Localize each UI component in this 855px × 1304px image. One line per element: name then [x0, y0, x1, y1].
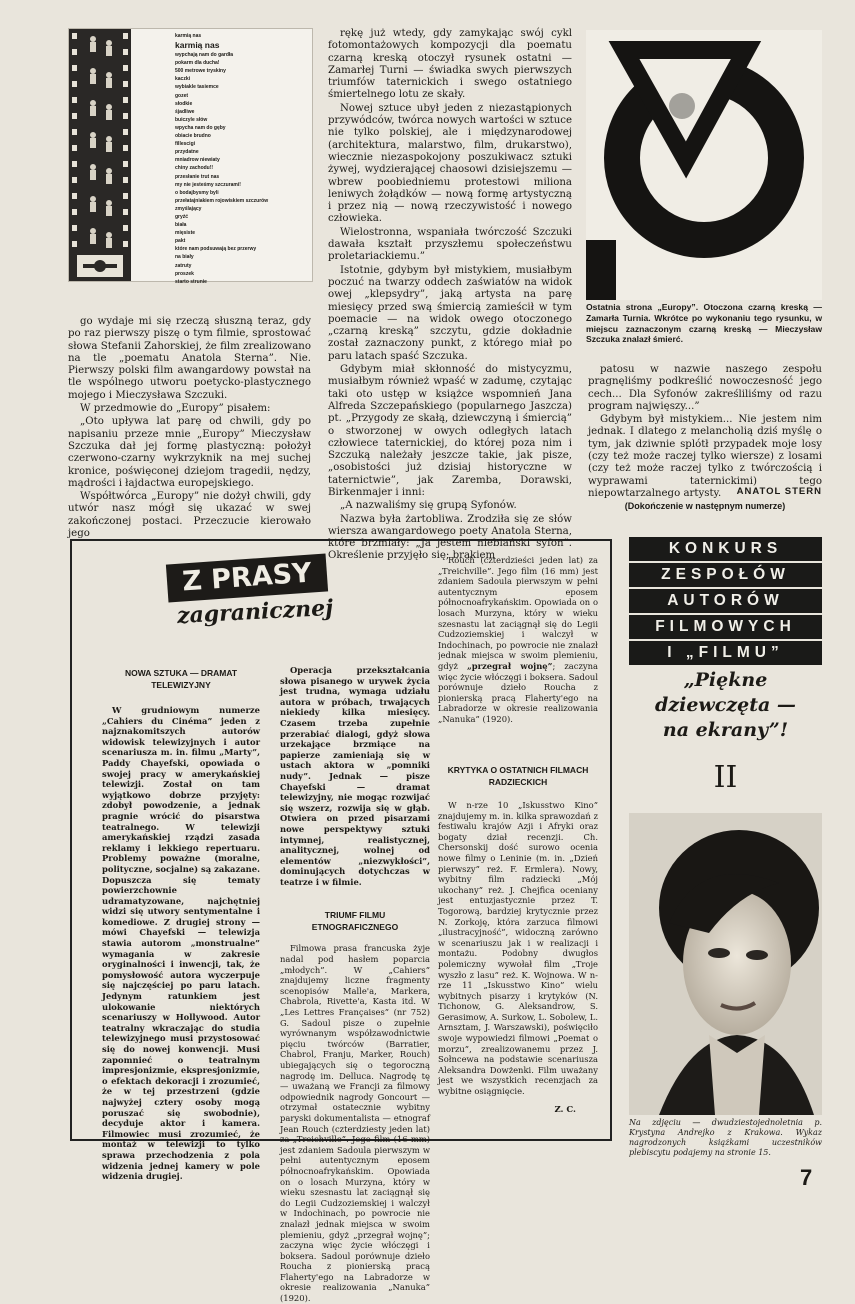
poem-image: [68, 28, 313, 285]
poem-line: na biały: [175, 254, 194, 261]
poem-line: pokarm dla ducha!: [175, 60, 220, 67]
poem-line: wpycha nam do gęby: [175, 124, 226, 131]
europa-last-page-image: [586, 30, 822, 300]
poem-line: wybiakle tasiemce: [175, 84, 219, 91]
portrait-woman: [629, 813, 822, 1115]
article-column-2: [328, 28, 572, 564]
poem-line: o bodajbysmy byli: [175, 189, 219, 196]
contest-title-line-2: dziewczęta —: [655, 694, 796, 716]
contest-line-3: AUTORÓW: [629, 589, 822, 613]
poem-line: proszek: [175, 270, 194, 277]
col1-paragraph: Współtwórca „Europy” nie dożył chwili, gdy utwór nasz mógł się ukazać w swej zakończonej postaci. Przeczucie kierowało jego: [68, 491, 311, 540]
contest-part-number: II: [713, 760, 738, 795]
poem-line: fillescigi: [175, 141, 196, 148]
continued-note: (Dokończenie w następnym numerze): [624, 501, 786, 511]
col2-paragraph: „A nazwaliśmy się grupą Syfonów.: [340, 500, 517, 512]
contest-title: [629, 668, 822, 743]
image-caption: Ostatnia strona „Europy”. Otoczona czarną kreską — Zamarła Turnia. Wkrótce po wykonaniu tego rysunku, w miejscu zaznaczonym czarną kreską — Mieczysław Szczuka znalazł śmierć.: [586, 302, 822, 345]
press-col-3: [438, 555, 598, 1115]
press-col-1: [102, 667, 260, 1182]
poem-text: [175, 32, 311, 286]
film-strip-figures: [69, 29, 131, 281]
section3-text: W n-rze 10 „Iskusstwo Kino” znajdujemy m. in. kilka sprawozdań z festiwalu krajów Azji i Afryki oraz bogaty dział recenzji. Ch. Chersonskij dość surowo ocenia nowe filmy o Leninie (m. in. „Dzień pierwszy” reż. F. Ermlera). Nowy, wybitny film radziecki „Mój ukochany” reż. J. Chejfica oceniany jest entuzjastycznie przez T. Togorową, bardziej krytycznie przez N. Zorkoję, która zarzuca filmowi „ilustracyjność”, widoczną zarówno w scenariuszu jak i w realizacji i montażu. Podobny dwugłos polemiczny wywołał film „Troje wyszło z lasu” reż. K. Wojnowa. W n-rze 11 „Iskusstwo Kino” wielu wybitnych pisarzy i krytyków (N. Tichonow, G. Aleksandrow, S. Gerasimow, A. Surkow, L. Sobolew, L. Arnsztam, J. Warszawski), poświęciło swoje wypowiedzi filmowi „Poemat o morzu”, zrealizowanemu przez J. Sołncewa na podstawie scenariusza Aleksandra Dowżenki. Film uważany jest we wszystkich recenzjach za wybitne osiągnięcie.: [438, 800, 598, 1097]
contest-line-5: I „FILMU”: [629, 641, 822, 665]
logo-bottom-text: zagranicznej: [176, 594, 334, 630]
poem-line: mniadrow niewiaty: [175, 157, 220, 164]
col2-paragraph: Istotnie, gdybym był mistykiem, musiałbym poczuć na twarzy oddech zaświatów na widok owej „klepsydry”, jaką artysta na parę miesięcy przed swą śmiercią zamieścił w tym poemacie — na widok owego otoczonego „czarną kreską” szczytu, gdzie dokładnie został zaznaczony punkt, z którego miał po paru latach spaść Szczuka.: [328, 264, 572, 362]
poem-line: obiacie brudno: [175, 133, 211, 140]
section1-title: NOWA SZTUKA — DRAMAT TELEWIZYJNY: [124, 668, 238, 690]
poem-line: zatruty: [175, 262, 192, 269]
poem-line: przełatajniakiem rojowiskiem szczurów: [175, 197, 269, 204]
author-signature: ANATOL STERN: [736, 486, 822, 497]
article-column-1: [68, 316, 311, 541]
poem-line: wypchają nam do gardła: [175, 52, 234, 59]
poem-line: które nam podsuwają bez przerwy: [175, 246, 257, 253]
poem-line: biała: [175, 222, 187, 229]
triangle-circle-graphic: [586, 30, 822, 300]
poem-line: chiny zachodu!!: [175, 165, 214, 172]
article-column-3: [588, 364, 822, 501]
contest-title-line-1: „Piękne: [683, 669, 768, 691]
contest-line-4: FILMOWYCH: [629, 615, 822, 639]
section3-title: KRYTYKA O OSTATNICH FILMACH RADZIECKICH: [447, 765, 589, 787]
section1-text: W grudniowym numerze „Cahiers du Cinéma” jeden z najznakomitszych autorów widowisk telewizyjnych i autor scenariusza m. in. filmu „Marty”, Paddy Chayefski, opowiada o swojej pracy w amerykańskiej telewizji. Został on tam wyjątkowo dobrze przyjęty: zdobył powodzenie, a jednak pragnie wrócić do pisarstwa teatralnego. W telewizji amerykańskiej rządzi zasada reklamy i lekkiego repertuaru. Problemy poważne (moralne, polityczne, socjalne) są zakazane. Dopuszcza się tematy powierzchownie udramatyzowane, najchętniej widzi się utwory sentymentalne i komediowe. Z drugiej strony — mówi Chayefski — telewizja stawia autorom „monstrualne” wymagania w zakresie oryginalności i inwencji, tak, że pomysłowość autora wyczerpuje się najczęściej po paru latach. Jedynym ratunkiem jest ulokowanie niektórych scenariuszy w Hollywood. Autor teatralny wkraczając do studia telewizyjnego musi przystosować się do nowej konwencji. Musi zapomnieć o teatralnym impresjonizmie, ekspresjonizmie, o efektach dekoracji i zrozumieć, że w tej przestrzeni (gdzie najwyżej cztery osoby mogą poruszać się swobodnie), decyduje aktor i kamera. Filmowiec musi zrozumieć, że montaż w telewizji to tylko sprawa przechodzenia z pola widzenia jednej kamery w pole widzenia drugiej.: [102, 705, 260, 1182]
poem-line: przydatne: [175, 149, 199, 156]
col2-paragraph: rękę już wtedy, gdy zamykając swój cykl fotomontażowych kompozycji dla poematu czarną kreską otoczył rysunek ostatni — Zamarłej Turni — świadka swych pierwszych triumfów taternickich i swego ostatniego śmiertelnego lotu ze skały.: [328, 28, 572, 101]
section2-title: TRIUMF FILMU ETNOGRAFICZNEGO: [311, 910, 399, 933]
press-signature: Z. C.: [554, 1104, 576, 1115]
poem-line: zmyślający: [175, 205, 202, 212]
col2-paragraph: Nazwa była żartobliwa. Zrodziła się ze słów wiersza awangardowego poety Anatola Sterna, które brzmiały: „Ja jestem niebiański syfon”. Określenie przyjęło się; brakiem: [328, 513, 572, 562]
col1-paragraph: go wydaje mi się rzeczą słuszną teraz, gdy po raz pierwszy piszę o tym filmie, sprostować słowa Stefanii Zahorskiej, że film zrealizowano na tle „poematu Anatola Sterna”. Nie. Pierwszy polski film awangardowy powstał na tle wspólnego utworu poetycko-plastycznego mojego i Mieczysława Szczuki.: [68, 316, 311, 401]
col1-paragraph: „Oto upływa lat parę od chwili, gdy po napisaniu przeze mnie „Europy” Mieczysław Szczuka dał jej formę plastyczną: położył czerwono-czarny wykrzyknik na mej suchej kronice, poświęconej dziejom tragedii, nędzy, mądrości i łajdactwa europejskiego.: [68, 416, 311, 489]
poem-line: przesłanie trut nas: [175, 173, 220, 180]
contest-banner: [629, 537, 822, 665]
page-number: 7: [800, 1165, 813, 1190]
col1-paragraph: W przedmowie do „Europy” pisałem:: [80, 403, 271, 415]
press-review-box: [70, 539, 612, 1304]
poem-line: karmią nas: [175, 40, 220, 51]
poem-line: słodkie: [175, 100, 193, 107]
poem-line: 500 metrowe tryskiny: [175, 68, 226, 75]
poem-line: my nie jesteśmy szczurami!: [175, 181, 241, 188]
poem-line: gryźć: [175, 213, 189, 220]
contest-title-line-3: na ekrany”!: [662, 719, 789, 741]
poem-line: mięsiste: [175, 230, 196, 237]
portrait-photo: [629, 813, 822, 1115]
section1-continued: Operacja przekształcania słowa pisanego w urywek życia jest trudna, wymaga udziału autora w próbach, trwających niekiedy kilka miesięcy. Czasem trzeba zupełnie przerabiać dialogi, gdyż słowa urzekające brzmiące na papierze zamieniają się w ustach aktora w „pomniki nudy”. Jednak — pisze Chayefski — dramat telewizyjny, nie mogąc rozwijać się wszerz, rozwija się w głąb. Otwiera on przed pisarzami nowe perspektywy sztuki intymnej, realistycznej, analitycznej, wolnej od elementów „niezwykłości”, dominujących dotychczas w teatrze i w filmie.: [280, 665, 430, 887]
poem-line: śjadliwe: [175, 108, 195, 115]
section2-text-end: Rouch (czterdzieści jeden lat) za „Treichville”. Jego film (16 mm) jest zdaniem Sadoula pierwszym w pełni autentycznym eposem północnoafrykańskim. Opowiada on o losach Murzyna, który w wieku szesnastu lat zaciągnął się do Legii Cudzoziemskiej i walczył w Indochinach, po powrocie nie znalazł jednak miejsca w swoim plemieniu, gdyż „przegrał wojnę”; zaczyna więc życie włóczęgi i boksera. Sadoul porównuje dzieło Roucha z pionierską pracą Flaherty'ego na Labradorze w okresie realizowania „Nanuka” (1920).: [438, 555, 598, 724]
poem-line: kaczki: [175, 76, 191, 83]
portrait-caption: Na zdjęciu — dwudziestojednoletnia p. Krystyna Andrejko z Krakowa. Wykaz nagrodzonych książkami uczestników plebiscytu podajemy na stronie 15.: [629, 1118, 822, 1157]
col2-paragraph: Nowej sztuce ubył jeden z niezastąpionych przywódców, twórca nowych wartości w sztuce nie tylko polskiej, ale i międzynarodowej (architektura, malarstwo, film, drukarstwo), wiecznie niezaspokojony poszukiwacz sztuki żywej, wydzierającej chaosowi dzisiejszemu — wbrew poobiedniemu protestowi miliona leniwych żołądków — nową formę artystyczną i przez nią — nową rzeczywistość i nowego człowieka.: [328, 102, 572, 225]
poem-line: gozet: [175, 92, 189, 99]
col3-paragraph: patosu w nazwie naszego zespołu pragnęliśmy podkreślić nowoczesność jego cech... Dla Syfonów zakreśliliśmy od razu program najwięszy...”: [588, 364, 822, 412]
poem-line: pakt: [175, 238, 186, 245]
section2-text: Filmowa prasa francuska żyje nadal pod hasłem poparcia „młodych”. W „Cahiers” znajdujemy liczne fragmenty scenopisów Malle'a, Markera, Chabrola, Rivette'a, Kasta itd. W „Les Lettres Françaises” (nr 752) G. Sadoul pisze o zupełnie wyrównanym współzawodnictwie pięciu twórców (Barratier, Chabrol, Franju, Marker, Rouch) ubiegających się o tegoroczną nagrodę im. Delluca. Nagrodę tę — uważaną we Francji za filmowy odpowiednik nagrody Goncourt — otrzymał ostatecznie wybitny paryski dokumentalista — etnograf Jean Rouch (czterdziesty jeden lat) za „Treichville”. Jego film (16 mm) jest zdaniem Sadoula pierwszym w pełni autentycznym eposem północnoafrykańskim. Opowiada on o losach Murzyna, który w wieku szesnastu lat zaciągnął się do Legii Cudzoziemskiej i walczył w Indochinach, po powrocie nie znalazł jednak miejsca w swoim plemieniu, gdyż „przegrał wojnę”; zaczyna więc życie włóczęgi i boksera. Sadoul porównuje dzieło Roucha z pionierską pracą Flaherty'ego na Labradorze w okresie realizowania „Nanuka” (1920).: [280, 943, 430, 1304]
press-col-2: [280, 665, 430, 1304]
poem-line: karmią nas: [175, 33, 202, 39]
contest-line-2: ZESPOŁÓW: [629, 563, 822, 587]
poem-line: starto strunie: [175, 278, 207, 285]
col2-paragraph: Gdybym miał skłonność do mistycyzmu, musiałbym również wpaść w zadumę, czytając taki oto ustęp w książce wspomnień Jana Alfreda Szczepańskiego (popularnego Jaszcza) pt. „Przygody ze skałą, dziewczyną i śmiercią” o stworzonej w owych odległych latach człowiece taternickiej, do której poza nim i Szczuką należały jeszcze takie, jak pisze, „osobistości już dzisiaj historyczne w taternictwie”, jak Zaremba, Dorawski, Birkenmajer i inni:: [328, 364, 572, 498]
press-review-logo: [167, 559, 387, 645]
contest-line-1: KONKURS: [629, 537, 822, 561]
col2-paragraph: Wielostronna, wspaniała twórczość Szczuki dawała kształt przyszłemu społeczeństwu proletariackiemu.”: [328, 226, 572, 263]
col3-paragraph: Gdybym był mistykiem... Nie jestem nim jednak. I dlatego z melancholią dziś myślę o tym, jak dziwnie splótł przypadek moje losy (czy też może raczej tylko wiersze) z losami (czy też może raczej tylko z twórczością i wyprawami taternickimi) tego niepowtarzalnego artysty.: [588, 414, 822, 499]
poem-line: buiczyle słów: [175, 116, 208, 123]
logo-top-text: Z PRASY: [166, 553, 328, 602]
film-strip: [69, 29, 131, 281]
